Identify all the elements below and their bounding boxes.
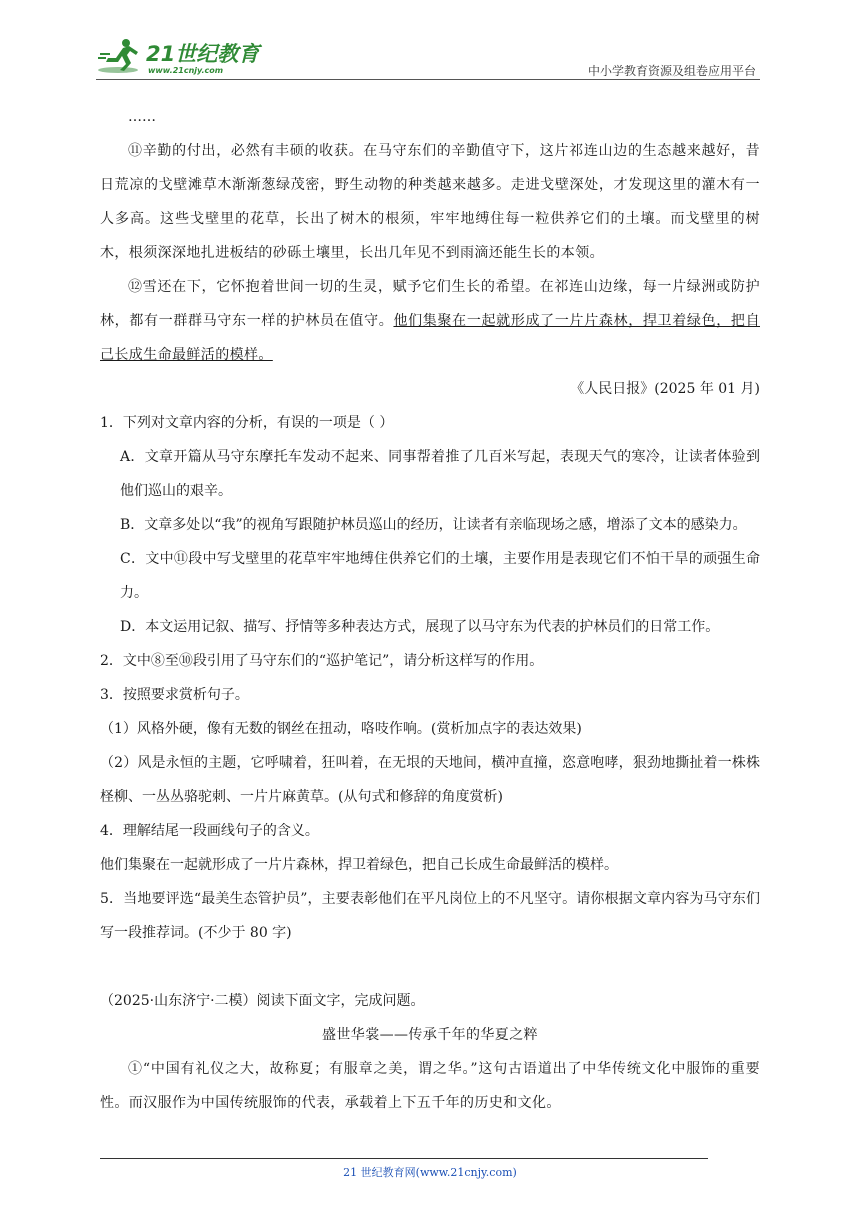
option-b: B．文章多处以“我”的视角写跟随护林员巡山的经历，让读者有亲临现场之感，增添了文本的感染力。 (120, 517, 747, 533)
source-citation: 《人民日报》(2025 年 01 月) (570, 381, 760, 397)
logo-url: www.21cnjy.com (148, 66, 224, 75)
section-gap (100, 950, 760, 984)
footer-divider (100, 1158, 708, 1159)
paragraph-12-text: ⑫雪还在下，它怀抱着世间一切的生灵，赋予它们生长的希望。在祁连山边缘，每一片绿洲或防护林，都有一群群马守东一样的护林员在值守。 (100, 279, 760, 329)
runner-logo-icon (96, 36, 144, 76)
question-3: 3．按照要求赏析句子。 (100, 687, 249, 703)
platform-name: 中小学教育资源及组卷应用平台 (587, 64, 756, 78)
question-4: 4．理解结尾一段画线句子的含义。 (100, 823, 319, 839)
page-header (96, 30, 760, 80)
ellipsis: …… (128, 109, 156, 125)
paragraph-11: ⑪辛勤的付出，必然有丰硕的收获。在马守东们的辛勤值守下，这片祁连山边的生态越来越好，昔日荒凉的戈壁滩草木渐渐葱绿茂密，野生动物的种类越来越多。走进戈壁深处，才发现这里的灌木有一人多高。这些戈壁里的花草，长出了树木的根须，牢牢地缚住每一粒供养它们的土壤。而戈壁里的树木，根须深深地扎进板结的砂砾土壤里，长出几年见不到雨滴还能生长的本领。 (100, 143, 760, 261)
logo-text: 21世纪教育 (146, 42, 260, 66)
header-divider (96, 79, 760, 80)
article-paragraph-1: ①“中国有礼仪之大，故称夏；有服章之美，谓之华。”这句古语道出了中华传统文化中服饰的重要性。而汉服作为中国传统服饰的代表，承载着上下五千年的历史和文化。 (100, 1061, 760, 1111)
next-section-intro: （2025·山东济宁·二模）阅读下面文字，完成问题。 (100, 993, 425, 1009)
underlined-sentence: 他们集聚在一起就形成了一片片森林，捍卫着绿色，把自己长成生命最鲜活的模样。 (100, 313, 760, 363)
question-4-sentence: 他们集聚在一起就形成了一片片森林，捍卫着绿色，把自己长成生命最鲜活的模样。 (100, 857, 618, 873)
question-5: 5．当地要评选“最美生态管护员”，主要表彰他们在平凡岗位上的不凡坚守。请你根据文章内容为马守东们写一段推荐词。(不少于 80 字) (100, 891, 760, 941)
article-title: 盛世华裳——传承千年的华夏之粹 (322, 1027, 538, 1043)
option-d: D．本文运用记叙、描写、抒情等多种表达方式，展现了以马守东为代表的护林员们的日常工作。 (120, 619, 720, 635)
question-3-part-1: （1）风格外硬，像有无数的钢丝在扭动，咯吱作响。(赏析加点字的表达效果) (100, 721, 582, 737)
question-3-part-2: （2）风是永恒的主题，它呼啸着，狂叫着，在无垠的天地间，横冲直撞，恣意咆哮，狠劲地撕扯着一株株柽柳、一丛丛骆驼刺、一片片麻黄草。(从句式和修辞的角度赏析) (100, 755, 760, 805)
site-logo[interactable] (96, 36, 266, 76)
question-1: 1．下列对文章内容的分析，有误的一项是（ ） (100, 415, 394, 431)
option-c: C．文中⑪段中写戈壁里的花草牢牢地缚住供养它们的土壤，主要作用是表现它们不怕干旱的顽强生命力。 (120, 551, 760, 601)
page-footer[interactable]: 21 世纪教育网(www.21cnjy.com) (343, 1166, 517, 1179)
paragraph-12 (100, 270, 760, 372)
option-a: A．文章开篇从马守东摩托车发动不起来、同事帮着推了几百米写起，表现天气的寒冷，让读者体验到他们巡山的艰辛。 (120, 449, 760, 499)
document-body (100, 100, 760, 1120)
question-2: 2．文中⑧至⑩段引用了马守东们的“巡护笔记”，请分析这样写的作用。 (100, 653, 544, 669)
